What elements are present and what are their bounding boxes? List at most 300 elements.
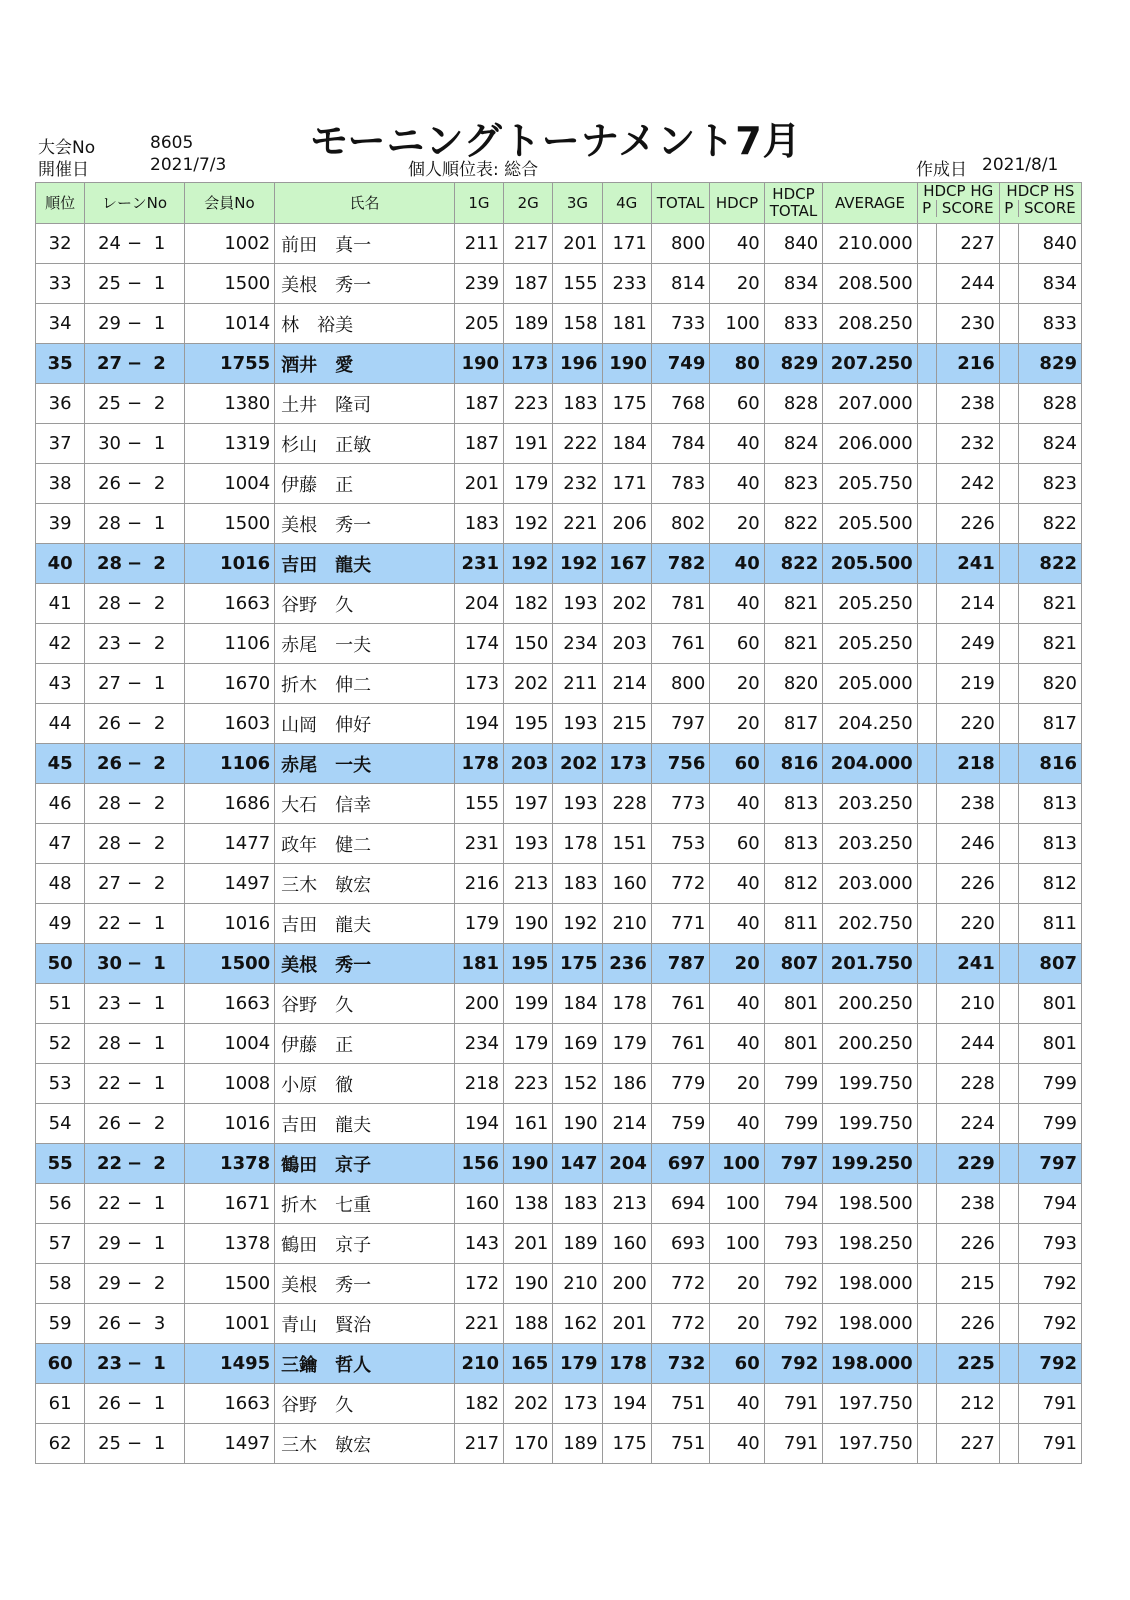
hdcp-hg-p (918, 1424, 937, 1463)
hdcp-cell: 100 (710, 1184, 764, 1224)
hdcp-hg-p (918, 744, 937, 783)
created-date: 2021/8/1 (982, 155, 1059, 175)
hdcp-total-cell: 811 (764, 904, 823, 944)
col-4g: 4G (602, 183, 651, 224)
game4-cell: 215 (602, 704, 651, 744)
total-cell: 761 (651, 1024, 710, 1064)
hdcp-hg-score: 241 (957, 553, 995, 574)
hdcp-hs-score: 807 (1039, 953, 1077, 974)
hdcp-cell: 60 (710, 384, 764, 424)
hdcp-hg-p (918, 1224, 937, 1263)
average-cell: 205.250 (823, 624, 917, 664)
game3-cell: 147 (553, 1144, 602, 1184)
hdcp-hs-p (1000, 344, 1019, 383)
lane-number: 25 (98, 273, 121, 294)
game1-cell: 210 (454, 1344, 503, 1384)
game2-cell: 188 (504, 1304, 553, 1344)
game2-cell: 187 (504, 264, 553, 304)
hdcp-hg-score: 226 (960, 513, 995, 534)
hdcp-total-cell: 792 (764, 1344, 823, 1384)
hdcp-hg-score: 232 (960, 433, 995, 454)
hdcp-hg-score: 229 (957, 1153, 995, 1174)
game4-cell: 167 (602, 544, 651, 584)
game3-cell: 184 (553, 984, 602, 1024)
lane-cell (85, 1104, 185, 1144)
lane-seat: 1 (153, 673, 166, 694)
member-cell: 1500 (184, 944, 274, 984)
hdcp-hs-p (1000, 1304, 1019, 1343)
hdcp-cell: 20 (710, 264, 764, 304)
hdcp-total-cell: 821 (764, 584, 823, 624)
lane-cell (85, 1384, 185, 1424)
rank-cell: 42 (36, 624, 85, 664)
name-cell: 吉田 龍夫 (275, 1104, 455, 1144)
hdcp-total-cell: 824 (764, 424, 823, 464)
hdcp-hs-p (1000, 1424, 1019, 1463)
game2-cell: 179 (504, 464, 553, 504)
hdcp-hs-cell (999, 744, 1081, 784)
average-cell: 203.250 (823, 824, 917, 864)
total-cell: 784 (651, 424, 710, 464)
lane-seat: 1 (153, 1193, 166, 1214)
game2-cell: 138 (504, 1184, 553, 1224)
total-cell: 773 (651, 784, 710, 824)
game2-cell: 165 (504, 1344, 553, 1384)
table-row (36, 1264, 1082, 1304)
lane-cell (85, 264, 185, 304)
lane-number: 26 (98, 473, 121, 494)
lane-number: 27 (98, 673, 121, 694)
col-hdcp-hg-p: P (918, 200, 937, 217)
table-row (36, 824, 1082, 864)
name-cell: 鶴田 京子 (275, 1224, 455, 1264)
total-cell: 800 (651, 224, 710, 264)
game4-cell: 179 (602, 1024, 651, 1064)
hdcp-hs-score: 793 (1042, 1233, 1077, 1254)
total-cell: 772 (651, 1264, 710, 1304)
hdcp-hg-p (918, 624, 937, 663)
average-cell: 198.000 (823, 1344, 917, 1384)
hdcp-hs-cell (999, 704, 1081, 744)
lane-number: 26 (98, 1113, 121, 1134)
hdcp-hg-p (918, 504, 937, 543)
game2-cell: 217 (504, 224, 553, 264)
lane-cell (85, 584, 185, 624)
game2-cell: 190 (504, 1264, 553, 1304)
rank-cell: 41 (36, 584, 85, 624)
member-cell: 1016 (184, 1104, 274, 1144)
game4-cell: 190 (602, 344, 651, 384)
name-cell: 折木 伸二 (275, 664, 455, 704)
lane-separator: − (127, 1113, 143, 1134)
lane-cell (85, 1184, 185, 1224)
name-cell: 鶴田 京子 (275, 1144, 455, 1184)
hdcp-total-cell: 817 (764, 704, 823, 744)
hdcp-hg-cell (917, 224, 999, 264)
game3-cell: 193 (553, 704, 602, 744)
hdcp-total-cell: 799 (764, 1064, 823, 1104)
col-total: TOTAL (651, 183, 710, 224)
hdcp-hs-score: 823 (1042, 473, 1077, 494)
game1-cell: 231 (454, 824, 503, 864)
col-hdcp-hs-score: SCORE (1024, 199, 1076, 217)
rank-cell: 56 (36, 1184, 85, 1224)
hdcp-hg-cell (917, 784, 999, 824)
game3-cell: 189 (553, 1224, 602, 1264)
lane-separator: − (127, 513, 143, 534)
game3-cell: 201 (553, 224, 602, 264)
hdcp-hg-cell (917, 864, 999, 904)
hdcp-hs-cell (999, 944, 1081, 984)
lane-separator: − (127, 1073, 143, 1094)
hdcp-total-cell: 821 (764, 624, 823, 664)
total-cell: 781 (651, 584, 710, 624)
average-cell: 202.750 (823, 904, 917, 944)
average-cell: 203.250 (823, 784, 917, 824)
col-hdcp-hg (917, 183, 999, 224)
total-cell: 761 (651, 624, 710, 664)
game2-cell: 179 (504, 1024, 553, 1064)
hdcp-hg-score: 242 (960, 473, 995, 494)
col-hdcp-total (764, 183, 823, 224)
name-cell: 折木 七重 (275, 1184, 455, 1224)
hdcp-hs-p (1000, 1144, 1019, 1183)
hdcp-hg-p (918, 1304, 937, 1343)
lane-seat: 1 (153, 913, 166, 934)
game2-cell: 203 (504, 744, 553, 784)
hdcp-hg-p (918, 664, 937, 703)
name-cell: 大石 信幸 (275, 784, 455, 824)
game3-cell: 193 (553, 784, 602, 824)
lane-number: 23 (97, 1353, 123, 1374)
hdcp-hg-cell (917, 824, 999, 864)
game1-cell: 234 (454, 1024, 503, 1064)
hdcp-hs-score: 792 (1042, 1313, 1077, 1334)
total-cell: 749 (651, 344, 710, 384)
hdcp-cell: 20 (710, 1264, 764, 1304)
hdcp-hg-p (918, 544, 937, 583)
hdcp-hg-score: 249 (960, 633, 995, 654)
game4-cell: 178 (602, 984, 651, 1024)
col-hdcp-hg-score: SCORE (941, 199, 994, 217)
table-row (36, 544, 1082, 584)
game2-cell: 170 (504, 1424, 553, 1464)
rank-cell: 51 (36, 984, 85, 1024)
lane-separator: − (127, 873, 143, 894)
game3-cell: 196 (553, 344, 602, 384)
game3-cell: 173 (553, 1384, 602, 1424)
hdcp-cell: 100 (710, 1224, 764, 1264)
total-cell: 768 (651, 384, 710, 424)
lane-cell (85, 504, 185, 544)
game1-cell: 201 (454, 464, 503, 504)
name-cell: 青山 賢治 (275, 1304, 455, 1344)
name-cell: 林 裕美 (275, 304, 455, 344)
hdcp-hg-cell (917, 304, 999, 344)
hdcp-hs-cell (999, 464, 1081, 504)
hdcp-hs-score: 821 (1042, 633, 1077, 654)
hdcp-hg-cell (917, 384, 999, 424)
name-cell: 吉田 龍夫 (275, 904, 455, 944)
table-row (36, 864, 1082, 904)
game4-cell: 184 (602, 424, 651, 464)
hdcp-hg-score: 226 (960, 1313, 995, 1334)
hdcp-total-cell: 816 (764, 744, 823, 784)
hdcp-hg-cell (917, 464, 999, 504)
hdcp-hg-p (918, 784, 937, 823)
game3-cell: 202 (553, 744, 602, 784)
table-row (36, 384, 1082, 424)
member-cell: 1106 (184, 624, 274, 664)
game1-cell: 183 (454, 504, 503, 544)
rank-cell: 55 (36, 1144, 85, 1184)
game4-cell: 210 (602, 904, 651, 944)
average-cell: 197.750 (823, 1424, 917, 1464)
hdcp-hs-cell (999, 504, 1081, 544)
hdcp-total-cell: 797 (764, 1144, 823, 1184)
hdcp-cell: 40 (710, 1104, 764, 1144)
game1-cell: 156 (454, 1144, 503, 1184)
table-row (36, 584, 1082, 624)
created-label: 作成日 (916, 160, 967, 180)
lane-number: 30 (97, 953, 123, 974)
member-cell: 1378 (184, 1144, 274, 1184)
hdcp-hg-score: 227 (960, 1433, 995, 1454)
hdcp-hs-cell (999, 224, 1081, 264)
game2-cell: 213 (504, 864, 553, 904)
rank-cell: 47 (36, 824, 85, 864)
hdcp-hs-score: 811 (1042, 913, 1077, 934)
lane-separator: − (127, 1233, 143, 1254)
col-member: 会員No (184, 183, 274, 224)
name-cell: 谷野 久 (275, 1384, 455, 1424)
hdcp-cell: 40 (710, 1384, 764, 1424)
table-row (36, 784, 1082, 824)
hdcp-hg-p (918, 864, 937, 903)
average-cell: 208.250 (823, 304, 917, 344)
hdcp-hs-score: 791 (1042, 1433, 1077, 1454)
col-2g: 2G (504, 183, 553, 224)
rank-cell: 52 (36, 1024, 85, 1064)
game4-cell: 201 (602, 1304, 651, 1344)
hdcp-cell: 20 (710, 664, 764, 704)
member-cell: 1106 (184, 744, 274, 784)
col-hdcp: HDCP (710, 183, 764, 224)
hdcp-hs-p (1000, 904, 1019, 943)
game1-cell: 211 (454, 224, 503, 264)
lane-number: 27 (97, 353, 123, 374)
table-row (36, 1304, 1082, 1344)
hdcp-hs-p (1000, 1344, 1019, 1383)
lane-separator: − (127, 233, 143, 254)
hdcp-cell: 20 (710, 1064, 764, 1104)
game3-cell: 169 (553, 1024, 602, 1064)
hdcp-hs-p (1000, 1064, 1019, 1103)
hdcp-hs-score: 829 (1039, 353, 1077, 374)
average-cell: 200.250 (823, 1024, 917, 1064)
hdcp-hg-cell (917, 1144, 999, 1184)
hdcp-hs-score: 833 (1042, 313, 1077, 334)
rank-cell: 36 (36, 384, 85, 424)
lane-number: 25 (98, 1433, 121, 1454)
rank-cell: 43 (36, 664, 85, 704)
member-cell: 1500 (184, 504, 274, 544)
hdcp-hs-score: 792 (1042, 1273, 1077, 1294)
col-average: AVERAGE (823, 183, 917, 224)
hdcp-hs-score: 834 (1042, 273, 1077, 294)
lane-seat: 2 (153, 473, 166, 494)
hdcp-hg-cell (917, 944, 999, 984)
hdcp-hs-p (1000, 224, 1019, 263)
col-lane: レーンNo (85, 183, 185, 224)
table-row (36, 304, 1082, 344)
hdcp-hg-score: 225 (957, 1353, 995, 1374)
game1-cell: 190 (454, 344, 503, 384)
member-cell: 1004 (184, 1024, 274, 1064)
average-cell: 205.250 (823, 584, 917, 624)
hdcp-hs-score: 813 (1042, 793, 1077, 814)
lane-seat: 1 (153, 1393, 166, 1414)
game1-cell: 179 (454, 904, 503, 944)
table-row (36, 904, 1082, 944)
hdcp-hs-p (1000, 864, 1019, 903)
lane-cell (85, 664, 185, 704)
lane-seat: 1 (153, 1033, 166, 1054)
hdcp-hg-p (918, 584, 937, 623)
table-row (36, 1104, 1082, 1144)
lane-cell (85, 984, 185, 1024)
ranking-table (35, 182, 1082, 1464)
hdcp-hs-p (1000, 504, 1019, 543)
game4-cell: 175 (602, 1424, 651, 1464)
average-cell: 205.750 (823, 464, 917, 504)
table-row (36, 1024, 1082, 1064)
hdcp-total-cell: 813 (764, 824, 823, 864)
hdcp-hg-score: 218 (957, 753, 995, 774)
lane-separator: − (127, 1153, 143, 1174)
lane-cell (85, 344, 185, 384)
hdcp-cell: 40 (710, 544, 764, 584)
rank-cell: 57 (36, 1224, 85, 1264)
game2-cell: 182 (504, 584, 553, 624)
hdcp-hg-cell (917, 1064, 999, 1104)
hdcp-hg-cell (917, 1104, 999, 1144)
hdcp-cell: 40 (710, 904, 764, 944)
lane-seat: 2 (153, 1153, 166, 1174)
lane-number: 29 (98, 313, 121, 334)
lane-cell (85, 1264, 185, 1304)
lane-number: 28 (98, 1033, 121, 1054)
hdcp-hs-score: 840 (1042, 233, 1077, 254)
lane-cell (85, 624, 185, 664)
lane-cell (85, 544, 185, 584)
total-cell: 783 (651, 464, 710, 504)
lane-seat: 1 (153, 953, 166, 974)
lane-cell (85, 1064, 185, 1104)
average-cell: 205.500 (823, 504, 917, 544)
lane-separator: − (127, 393, 143, 414)
lane-separator: − (127, 1273, 143, 1294)
lane-number: 24 (98, 233, 121, 254)
col-name: 氏名 (275, 183, 455, 224)
lane-separator: − (127, 993, 143, 1014)
col-rank: 順位 (36, 183, 85, 224)
game1-cell: 204 (454, 584, 503, 624)
table-row (36, 1224, 1082, 1264)
member-cell: 1016 (184, 904, 274, 944)
lane-number: 28 (98, 793, 121, 814)
game2-cell: 199 (504, 984, 553, 1024)
rank-cell: 33 (36, 264, 85, 304)
hdcp-hs-cell (999, 784, 1081, 824)
game4-cell: 151 (602, 824, 651, 864)
lane-seat: 1 (153, 1353, 166, 1374)
hdcp-hg-score: 244 (960, 273, 995, 294)
game1-cell: 231 (454, 544, 503, 584)
lane-number: 22 (98, 1193, 121, 1214)
member-cell: 1378 (184, 1224, 274, 1264)
member-cell: 1014 (184, 304, 274, 344)
hdcp-hs-p (1000, 784, 1019, 823)
table-row (36, 1424, 1082, 1464)
hdcp-total-cell: 813 (764, 784, 823, 824)
hdcp-cell: 40 (710, 984, 764, 1024)
hdcp-hs-score: 801 (1042, 993, 1077, 1014)
hdcp-hg-score: 227 (960, 233, 995, 254)
hdcp-total-cell: 812 (764, 864, 823, 904)
lane-cell (85, 1344, 185, 1384)
hdcp-hs-p (1000, 584, 1019, 623)
game2-cell: 161 (504, 1104, 553, 1144)
hdcp-total-cell: 833 (764, 304, 823, 344)
hdcp-total-cell: 792 (764, 1264, 823, 1304)
hdcp-hs-cell (999, 424, 1081, 464)
lane-separator: − (127, 953, 143, 974)
game1-cell: 205 (454, 304, 503, 344)
total-cell: 759 (651, 1104, 710, 1144)
hdcp-hg-score: 220 (960, 913, 995, 934)
game4-cell: 175 (602, 384, 651, 424)
game1-cell: 216 (454, 864, 503, 904)
hdcp-hg-cell (917, 1344, 999, 1384)
lane-cell (85, 784, 185, 824)
lane-cell (85, 384, 185, 424)
hdcp-hs-score: 799 (1042, 1073, 1077, 1094)
date-label: 開催日 (38, 160, 89, 180)
table-row (36, 1184, 1082, 1224)
hdcp-hg-p (918, 944, 937, 983)
hdcp-hg-cell (917, 744, 999, 784)
lane-separator: − (127, 313, 143, 334)
rank-cell: 61 (36, 1384, 85, 1424)
lane-cell (85, 1144, 185, 1184)
average-cell: 198.000 (823, 1304, 917, 1344)
hdcp-hg-p (918, 1344, 937, 1383)
table-row (36, 1344, 1082, 1384)
hdcp-hg-p (918, 384, 937, 423)
hdcp-hg-score: 219 (960, 673, 995, 694)
lane-separator: − (127, 1033, 143, 1054)
lane-seat: 1 (153, 1073, 166, 1094)
hdcp-cell: 60 (710, 744, 764, 784)
lane-number: 23 (98, 633, 121, 654)
hdcp-hs-score: 822 (1042, 513, 1077, 534)
average-cell: 203.000 (823, 864, 917, 904)
hdcp-hs-p (1000, 1264, 1019, 1303)
average-cell: 206.000 (823, 424, 917, 464)
average-cell: 205.000 (823, 664, 917, 704)
game4-cell: 203 (602, 624, 651, 664)
